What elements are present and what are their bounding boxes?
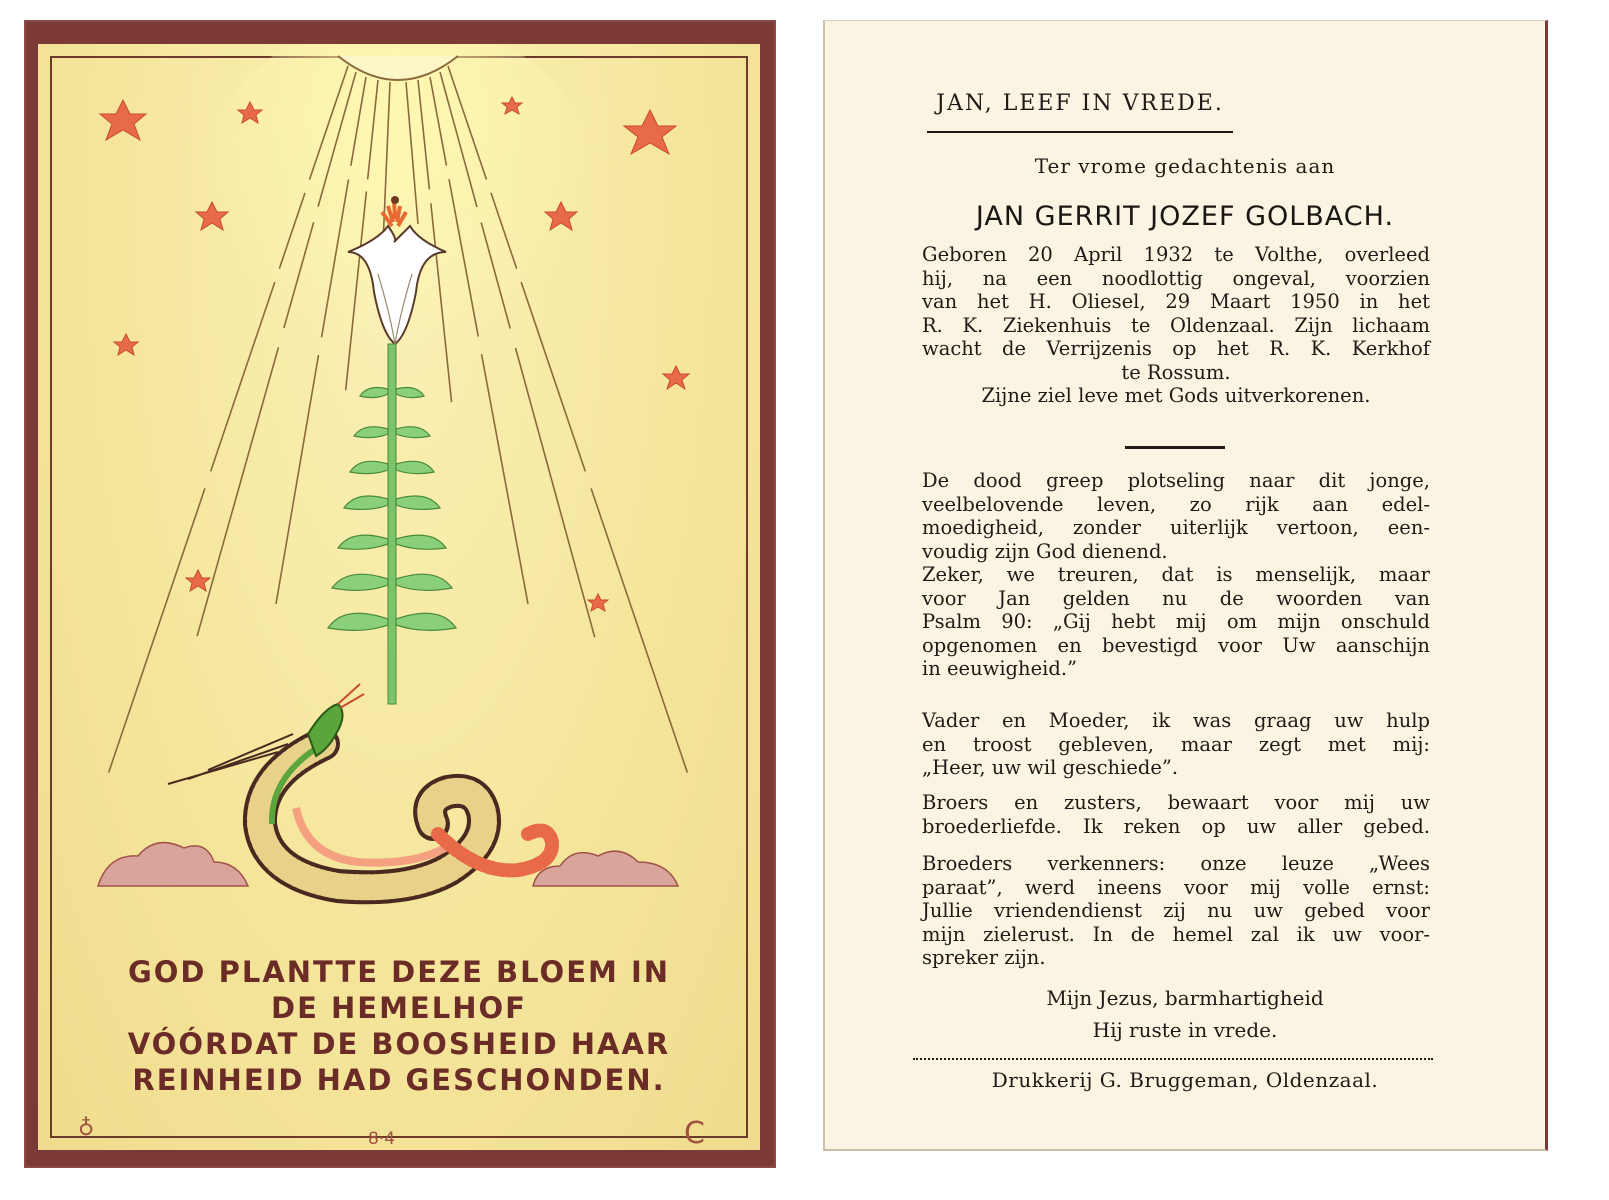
cloud-icon (98, 843, 248, 886)
star-icon (186, 570, 210, 591)
deceased-name: JAN GERRIT JOZEF GOLBACH. (975, 201, 1395, 232)
publisher-monogram-left: ♁ (78, 1116, 95, 1141)
text-line: „Heer, uw wil geschiede”. (922, 756, 1179, 779)
paragraph-3 (922, 791, 1430, 838)
text-line: voudig zijn God dienend. (922, 539, 1168, 563)
text-line: De dood greep plotseling naar dit jonge, (922, 469, 1430, 492)
text-line: spreker zijn. (922, 946, 1046, 969)
text-line: broederliefde. Ik reken op uw aller gebed. (922, 814, 1430, 838)
prayer-card-back (823, 20, 1548, 1151)
verse-line: REINHEID HAD GESCHONDEN. (132, 1063, 666, 1097)
star-icon (663, 366, 689, 389)
paragraph-4 (922, 852, 1430, 970)
section-rule (1125, 446, 1225, 449)
text-line: in eeuwigheid.” (922, 657, 1078, 680)
text-line: mijn zielerust. In de hemel zal ik uw voor- (922, 922, 1430, 946)
bio-line: Zijne ziel leve met Gods uitverkorenen. (981, 384, 1371, 407)
paragraph-1 (922, 469, 1430, 681)
closing-blessing: Hij ruste in vrede. (1092, 1018, 1278, 1042)
text-line: Broeders verkenners: onze leuze „Wees (922, 852, 1430, 875)
star-icon (100, 100, 146, 140)
text-line: moedigheid, zonder uiterlijk vertoon, een- (922, 516, 1430, 539)
bio-line: te Rossum. (1121, 360, 1231, 384)
biography (922, 243, 1430, 408)
text-line: veelbelovende leven, zo rijk aan edel- (922, 492, 1430, 516)
front-illustration-panel (38, 44, 760, 1150)
text-line: paraat”, werd ineens voor mij volle ernst: (922, 875, 1430, 899)
star-icon (114, 334, 138, 355)
text-line: Jullie vriendendienst zij nu uw gebed voor (922, 899, 1430, 922)
prayer-card-front (24, 20, 776, 1168)
verse-line: DE HEMELHOF (271, 991, 527, 1025)
text-line: en troost gebleven, maar zegt met mij: (922, 732, 1430, 756)
bio-line: van het H. Oliesel, 29 Maart 1950 in het (922, 290, 1430, 313)
verse-line: GOD PLANTTE DEZE BLOEM IN (127, 955, 671, 989)
header-rule (927, 131, 1233, 133)
text-line: voor Jan gelden nu de woorden van (922, 586, 1430, 610)
front-verse (58, 954, 740, 1098)
paragraph-2 (922, 709, 1430, 780)
text-line: Zeker, we treuren, dat is menselijk, maar (922, 563, 1430, 586)
bio-line: hij, na een noodlottig ongeval, voorzien (922, 266, 1430, 290)
text-line: Psalm 90: „Gij hebt mij om mijn onschuld (922, 610, 1430, 633)
star-icon (588, 594, 608, 611)
printer-credit: Drukkerij G. Bruggeman, Oldenzaal. (991, 1068, 1379, 1092)
publisher-monogram-right: C (684, 1116, 705, 1151)
star-icon (624, 110, 676, 154)
serpent-icon (168, 684, 552, 887)
bio-line: wacht de Verrijzenis op het R. K. Kerkhof (922, 337, 1430, 360)
text-line: Broers en zusters, bewaart voor mij uw (922, 791, 1430, 814)
card-header: JAN, LEEF IN VREDE. (936, 91, 1224, 116)
footer-rule (913, 1058, 1433, 1060)
bio-line: Geboren 20 April 1932 te Volthe, overleed (922, 243, 1430, 266)
closing-prayer: Mijn Jezus, barmhartigheid (1046, 986, 1324, 1010)
card-number: 8·4 (368, 1129, 396, 1149)
bio-line: R. K. Ziekenhuis te Oldenzaal. Zijn lichaam (922, 313, 1430, 337)
text-line: Vader en Moeder, ik was graag uw hulp (922, 709, 1430, 732)
verse-line: VÓÓRDAT DE BOOSHEID HAAR (127, 1027, 671, 1061)
memorial-intro: Ter vrome gedachtenis aan (1034, 154, 1336, 178)
text-line: opgenomen en bevestigd voor Uw aanschijn (922, 633, 1430, 657)
